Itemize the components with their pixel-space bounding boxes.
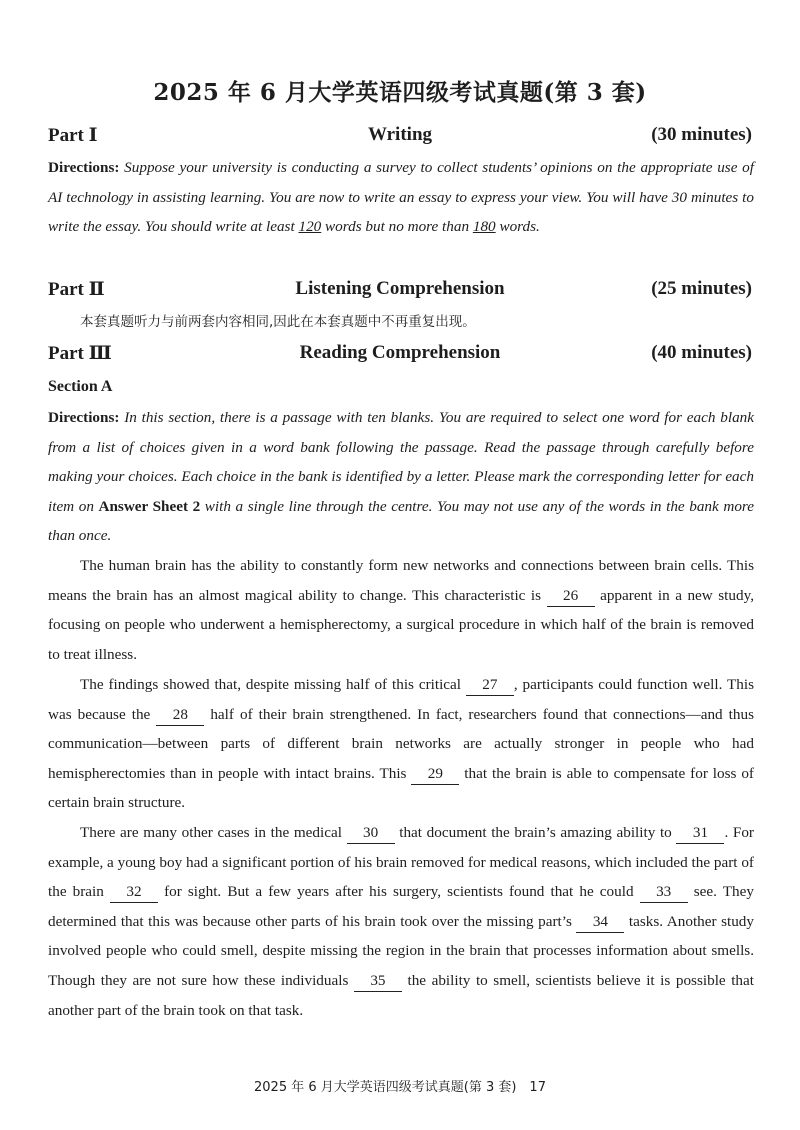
part-1-header: [48, 124, 752, 150]
part-2-time: (25 minutes): [651, 278, 752, 299]
passage-text: the ability to smell, scientists believe it is possible that another part of the brain took on that task.: [48, 971, 754, 1019]
part-3-header: [48, 342, 752, 368]
directions-text: words.: [495, 218, 540, 236]
passage-text: . For example, a young boy had a significant portion of his brain removed for medical reasons, which included the part of the brain: [48, 824, 754, 901]
passage-text: , participants could function well. This was because the: [48, 676, 754, 723]
passage-text: tasks. Another study involved people who could smell, despite missing the region in the brain that processes information about smells. Though they are not sure how these individuals: [48, 912, 754, 989]
directions-label: Directions:: [48, 159, 120, 176]
answer-sheet-ref: Answer Sheet 2: [98, 497, 201, 515]
directions-label: Directions:: [48, 409, 120, 426]
listening-note: 本套真题听力与前两套内容相同,因此在本套真题中不再重复出现。: [80, 314, 476, 330]
directions-text: with a single line through the centre. You may not use any of the words in the bank more than once.: [48, 497, 754, 545]
passage-paragraph-1: [48, 551, 754, 669]
passage-text: that the brain is able to compensate for loss of certain brain structure.: [48, 764, 754, 812]
part-1-name: Writing: [367, 124, 433, 145]
blank-26[interactable]: 26: [547, 586, 595, 607]
blank-35[interactable]: 35: [354, 971, 402, 992]
blank-28[interactable]: 28: [156, 705, 204, 726]
passage-text: see. They determined that this was because other parts of his brain took over the missing part’s: [48, 883, 754, 930]
passage-text: half of their brain strengthened. In fact, researchers found that connections—and thus communication—between parts of different brain networks are actually stronger in people who had hemispherectomies than in people with intact brains. This: [48, 705, 754, 782]
directions-text: Suppose your university is conducting a survey to collect students’ opinions on the appropriate use of AI technology in assisting learning. You are now to write an essay to express your view. You will have 30 minutes to write the essay. You should write at least: [48, 159, 754, 236]
part-2-label: Part Ⅱ: [48, 279, 105, 300]
part-3-name: Reading Comprehension: [299, 342, 501, 363]
blank-32[interactable]: 32: [110, 882, 158, 903]
passage-text: The human brain has the ability to constantly form new networks and connections between brain cells. This means the brain has an almost magical ability to change. This characteristic is: [48, 557, 754, 604]
section-a-heading: Section A: [48, 378, 113, 395]
passage-text: apparent in a new study, focusing on people who underwent a hemispherectomy, a surgical procedure in which half of the brain is removed to treat illness.: [48, 586, 754, 663]
blank-29[interactable]: 29: [411, 764, 459, 785]
max-words: 180: [472, 218, 496, 236]
min-words: 120: [298, 218, 322, 236]
passage-text: The findings showed that, despite missing half of this critical: [80, 676, 466, 693]
part-3-directions: [48, 403, 754, 551]
passage-text: for sight. But a few years after his surgery, scientists found that he could: [157, 883, 640, 901]
part-1-label: Part Ⅰ: [48, 125, 98, 146]
part-3-time: (40 minutes): [651, 342, 752, 363]
page-footer: 2025 年 6 月大学英语四级考试真题(第 3 套) 17: [254, 1080, 546, 1095]
part-2-name: Listening Comprehension: [295, 278, 505, 299]
blank-34[interactable]: 34: [576, 912, 624, 933]
blank-27[interactable]: 27: [466, 675, 514, 696]
part-2-header: [48, 278, 752, 304]
part-3-label: Part Ⅲ: [48, 343, 112, 364]
passage-text: that document the brain’s amazing ability to: [394, 824, 677, 841]
part-1-directions: [48, 153, 754, 242]
directions-text: words but no more than: [321, 218, 473, 236]
blank-33[interactable]: 33: [640, 882, 688, 903]
passage-paragraph-3: [48, 818, 754, 1025]
directions-text: In this section, there is a passage with ten blanks. You are required to select one word for each blank from a list of choices given in a word bank following the passage. Read the passage through carefully before making your choices. Each choice in the bank is identified by a letter. Please mark the corresponding letter for each item on: [48, 409, 754, 515]
blank-30[interactable]: 30: [347, 823, 395, 844]
part-1-time: (30 minutes): [651, 124, 752, 145]
page-title: 2025 年 6 月大学英语四级考试真题(第 3 套): [153, 79, 647, 106]
blank-31[interactable]: 31: [676, 823, 724, 844]
passage-text: There are many other cases in the medical: [80, 824, 347, 841]
passage-paragraph-2: [48, 670, 754, 818]
